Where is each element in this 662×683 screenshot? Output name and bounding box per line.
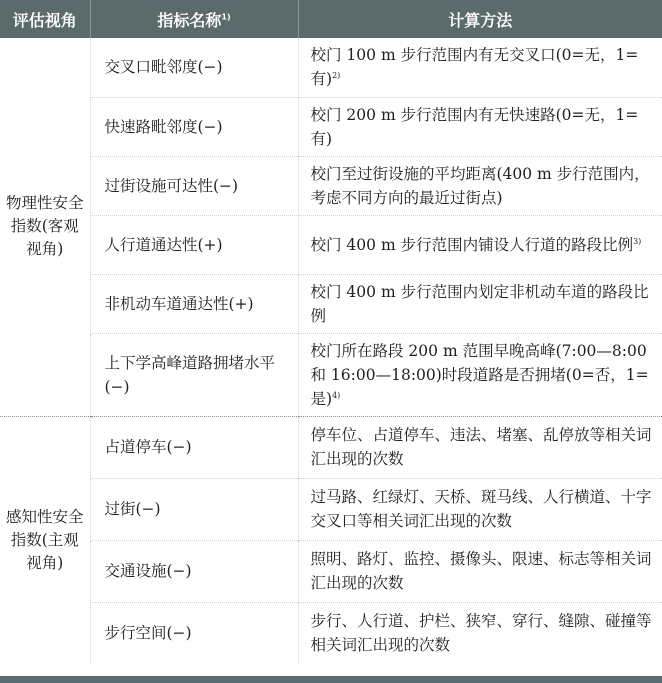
table-row	[0, 215, 662, 274]
indicator-name: 过街(−)	[90, 478, 298, 540]
method-footnote: 2)	[332, 71, 341, 81]
table-bottom-rule	[0, 676, 662, 683]
calculation-method	[298, 38, 662, 97]
calculation-method	[298, 215, 662, 274]
header-indicator-name	[90, 0, 298, 38]
indicator-name: 快速路毗邻度(−)	[90, 97, 298, 156]
indicator-name: 占道停车(−)	[90, 416, 298, 478]
calculation-method	[298, 274, 662, 333]
calculation-method	[298, 540, 662, 602]
header-view: 评估视角	[0, 0, 90, 38]
method-text: 校门 400 m 步行范围内铺设人行道的路段比例	[310, 235, 634, 254]
table-row	[0, 478, 662, 540]
indicator-name: 人行道通达性(+)	[90, 215, 298, 274]
calculation-method	[298, 478, 662, 540]
method-text: 校门 200 m 步行范围内有无快速路(0=无，1=有)	[310, 105, 639, 148]
view-cell-subjective: 感知性安全指数(主观视角)	[6, 507, 84, 572]
header-indicator-name-label: 指标名称	[157, 10, 222, 30]
method-text: 校门所在路段 200 m 范围早晚高峰(7:00—8:00 和 16:00—18:00)时段道路是否拥堵(0=否，1=是)	[310, 341, 649, 408]
calculation-method	[298, 602, 662, 664]
calculation-method	[298, 97, 662, 156]
table-row	[0, 97, 662, 156]
table-row	[0, 274, 662, 333]
method-text: 校门至过街设施的平均距离(400 m 步行范围内，考虑不同方向的最近过街点)	[310, 164, 650, 207]
method-footnote: 3)	[633, 236, 642, 246]
method-text: 校门 100 m 步行范围内有无交叉口(0=无，1=有)	[310, 46, 639, 89]
method-text: 校门 400 m 步行范围内划定非机动车道的路段比例	[310, 282, 649, 325]
table-row	[0, 156, 662, 215]
indicator-name: 交通设施(−)	[90, 540, 298, 602]
view-cell-objective: 物理性安全指数(客观视角)	[0, 38, 90, 416]
calculation-method	[298, 416, 662, 478]
method-text: 停车位、占道停车、违法、堵塞、乱停放等相关词汇出现的次数	[310, 426, 652, 468]
calculation-method	[298, 333, 662, 416]
method-text: 照明、路灯、监控、摄像头、限速、标志等相关词汇出现的次数	[310, 550, 652, 592]
calculation-method	[298, 156, 662, 215]
header-footnote: 1)	[221, 12, 231, 22]
table-row	[0, 540, 662, 602]
indicator-name: 过街设施可达性(−)	[90, 156, 298, 215]
table-body	[0, 38, 662, 664]
method-text: 过马路、红绿灯、天桥、斑马线、人行横道、十字交叉口等相关词汇出现的次数	[310, 488, 652, 530]
method-footnote: 4)	[332, 390, 341, 400]
indicator-name: 上下学高峰道路拥堵水平(−)	[90, 333, 298, 416]
indicator-name: 步行空间(−)	[90, 602, 298, 664]
table-row	[0, 333, 662, 416]
method-text: 步行、人行道、护栏、狭窄、穿行、缝隙、碰撞等相关词汇出现的次数	[310, 612, 652, 655]
table-row	[0, 416, 662, 478]
header-calculation: 计算方法	[298, 0, 662, 38]
indicator-name: 交叉口毗邻度(−)	[90, 38, 298, 97]
indicator-name: 非机动车道通达性(+)	[90, 274, 298, 333]
table-row	[0, 38, 662, 97]
table-header	[0, 0, 662, 38]
table-row	[0, 602, 662, 664]
